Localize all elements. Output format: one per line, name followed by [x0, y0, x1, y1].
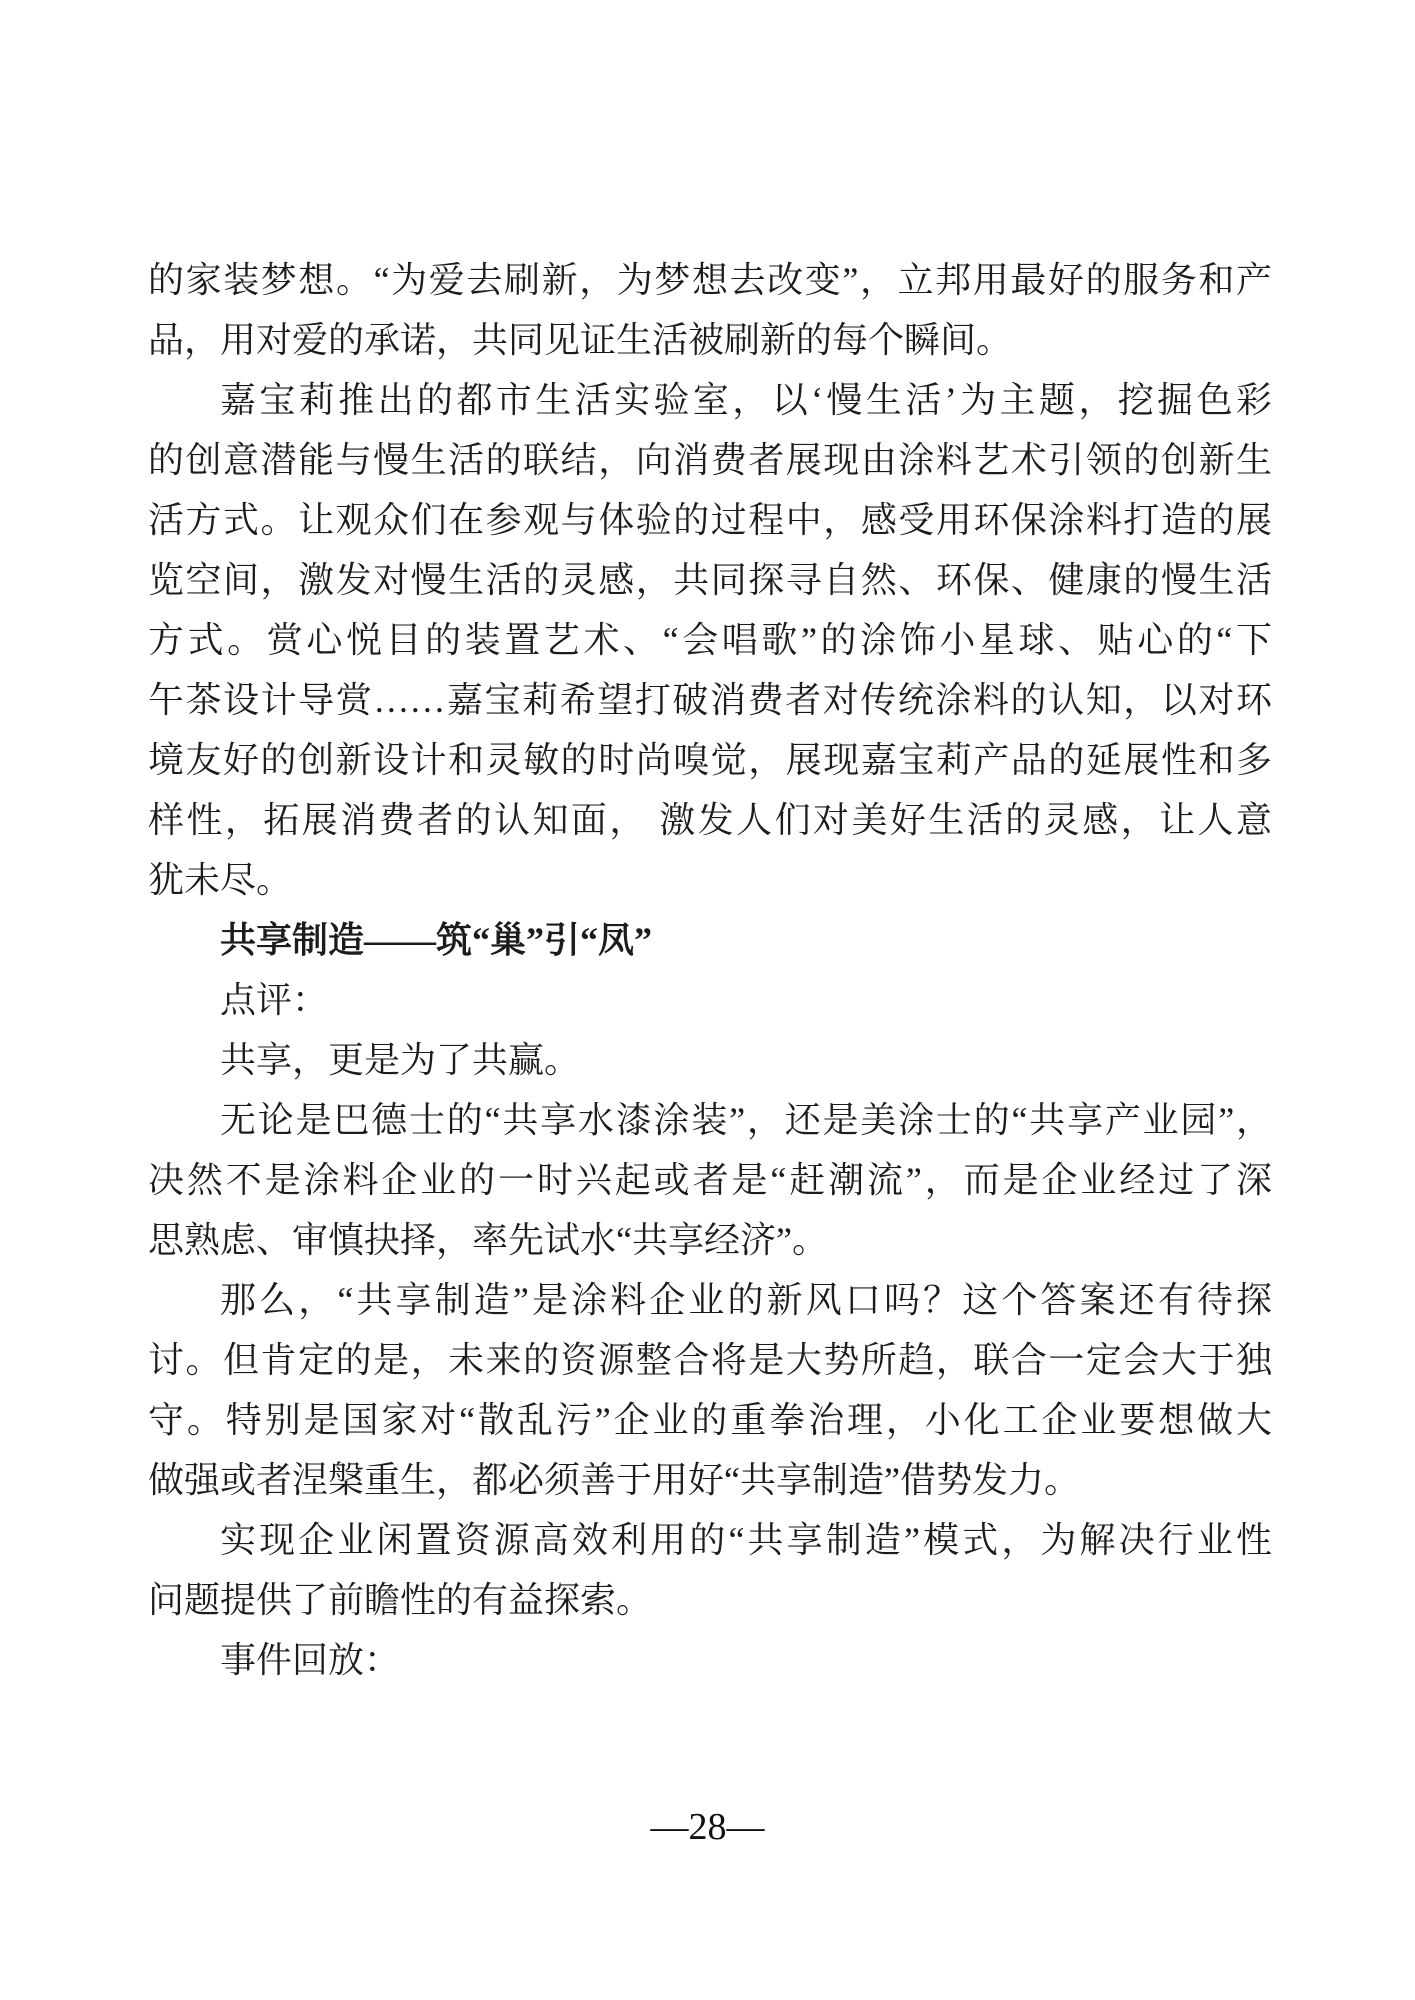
paragraph: [148, 970, 1272, 1030]
paragraph: [148, 1270, 1272, 1510]
text-line: 决然不是涂料企业的一时兴起或者是“赶潮流”，而是企业经过了深: [148, 1160, 1272, 1200]
text-line: 实现企业闲置资源高效利用的“共享制造”模式，为解决行业性: [220, 1520, 1272, 1560]
text-line: 事件回放：: [220, 1640, 401, 1680]
paragraph: [148, 250, 1272, 370]
text-line: 守。特别是国家对“散乱污”企业的重拳治理，小化工企业要想做大: [148, 1400, 1272, 1440]
paragraph: [148, 1030, 1272, 1090]
text-line: 思熟虑、审慎抉择，率先试水“共享经济”。: [148, 1220, 828, 1260]
paragraph: [148, 1090, 1272, 1270]
text-line: 问题提供了前瞻性的有益探索。: [148, 1580, 653, 1620]
text-line: 午茶设计导赏……嘉宝莉希望打破消费者对传统涂料的认知，以对环: [148, 680, 1272, 720]
text-line: 无论是巴德士的“共享水漆涂装”，还是美涂士的“共享产业园”，: [220, 1100, 1272, 1140]
text-line: 讨。但肯定的是，未来的资源整合将是大势所趋，联合一定会大于独: [148, 1340, 1272, 1380]
text-line: 共享，更是为了共赢。: [220, 1040, 581, 1080]
text-line: 那么，“共享制造”是涂料企业的新风口吗？这个答案还有待探: [220, 1280, 1272, 1320]
paragraph: [148, 1630, 1272, 1690]
paragraph: [148, 370, 1272, 910]
text-line: 览空间，激发对慢生活的灵感，共同探寻自然、环保、健康的慢生活: [148, 560, 1272, 600]
text-line: 方式。赏心悦目的装置艺术、“会唱歌”的涂饰小星球、贴心的“下: [148, 620, 1272, 660]
text-line: 做强或者涅槃重生，都必须善于用好“共享制造”借势发力。: [148, 1460, 1080, 1500]
page-number: —28—: [650, 1806, 765, 1848]
text-line: 嘉宝莉推出的都市生活实验室，以‘慢生活’为主题，挖掘色彩: [220, 380, 1272, 420]
text-line: 境友好的创新设计和灵敏的时尚嗅觉，展现嘉宝莉产品的延展性和多: [148, 740, 1272, 780]
paragraph: [148, 1510, 1272, 1630]
text-line: 的家装梦想。“为爱去刷新，为梦想去改变”，立邦用最好的服务和产: [148, 260, 1272, 300]
document-body: [148, 250, 1272, 1690]
text-line: 点评：: [220, 980, 329, 1020]
text-line: 活方式。让观众们在参观与体验的过程中，感受用环保涂料打造的展: [148, 500, 1272, 540]
text-line: 犹未尽。: [148, 860, 293, 900]
text-line: 品，用对爱的承诺，共同见证生活被刷新的每个瞬间。: [148, 320, 1013, 360]
text-line: 样性，拓展消费者的认知面， 激发人们对美好生活的灵感，让人意: [148, 800, 1272, 840]
text-line: 共享制造——筑“巢”引“凤”: [220, 920, 653, 960]
section-heading: [148, 910, 1272, 970]
text-line: 的创意潜能与慢生活的联结，向消费者展现由涂料艺术引领的创新生: [148, 440, 1272, 480]
